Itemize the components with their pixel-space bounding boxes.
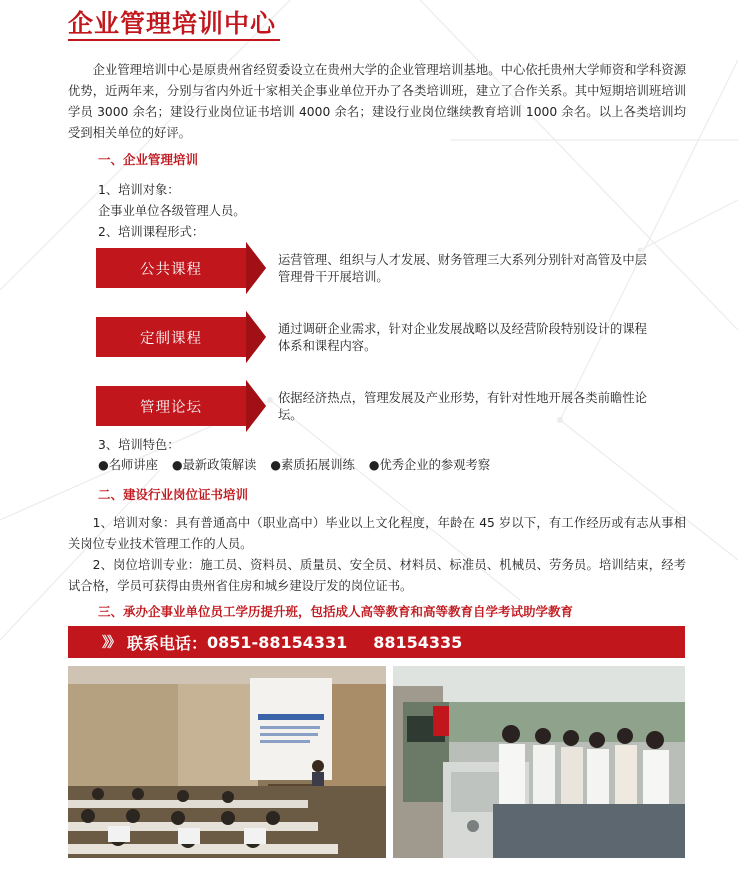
feature-item: ●名师讲座 [98,458,158,472]
course-custom-label: 定制课程 [140,330,202,347]
course-public-arrow [96,242,266,294]
course-public-label: 公共课程 [140,261,202,278]
title-underline [68,39,280,41]
course-forum-desc: 依据经济热点，管理发展及产业形势，有针对性地开展各类前瞻性论坛。 [278,391,647,422]
contact-phone-2[interactable]: 88154335 [373,632,463,652]
course-format-label: 2、培训课程形式： [98,225,205,239]
double-chevron-icon: 》》 [102,635,119,651]
feature-item: ●素质拓展训练 [270,458,355,472]
contact-label: 联系电话： [127,633,208,653]
section-2-heading: 二、建设行业岗位证书培训 [98,487,249,502]
course-custom-arrow [96,311,266,363]
section-3-heading: 三、承办企事业单位员工学历提升班，包括成人高等教育和高等教育自学考试助学教育 [98,604,574,619]
training-target-label: 1、培训对象： [98,183,180,197]
contact-phone-1[interactable]: 0851-88154331 [207,632,348,652]
feature-item: ●最新政策解读 [171,458,257,472]
features-label: 3、培训特色： [98,438,180,452]
lecture-hall-photo [68,666,386,858]
intro-paragraph: 企业管理培训中心是原贵州省经贸委设立在贵州大学的企业管理培训基地。中心依托贵州大学师资和学科资源优势，近两年来，分别与省内外近十家相关企事业单位开办了各类培训班，建立了合作关系。其中短期培训班培训学员 3000 余名；建设行业岗位证书培训 4000 余名；建设行业岗位继续教育培训 1000 余名。以上各类培训均受到相关单位的好评。 [68,63,686,140]
section-2-specialty-paragraph: 2、岗位培训专业：施工员、资料员、质量员、安全员、材料员、标准员、机械员、劳务员。培训结束，经考试合格，学员可获得由贵州省住房和城乡建设厅发的岗位证书。 [68,558,686,593]
contact-bar [68,626,685,658]
course-forum-label: 管理论坛 [140,399,202,416]
course-forum-arrow [96,380,266,432]
page-title: 企业管理培训中心 [68,9,277,38]
lab-training-photo [393,666,685,858]
course-public-desc: 运营管理、组织与人才发展、财务管理三大系列分别针对高管及中层管理骨干开展培训。 [278,253,647,284]
features-list [98,455,500,473]
section-2-target-paragraph: 1、培训对象：具有普通高中（职业高中）毕业以上文化程度，年龄在 45 岁以下，有工作经历或有志从事相关岗位专业技术管理工作的人员。 [68,516,686,551]
feature-item: ●优秀企业的参观考察 [368,458,491,472]
course-custom-desc: 通过调研企业需求，针对企业发展战略以及经营阶段特别设计的课程体系和课程内容。 [278,322,647,353]
section-1-heading: 一、企业管理培训 [98,152,199,167]
training-target-value: 企事业单位各级管理人员。 [98,204,246,218]
